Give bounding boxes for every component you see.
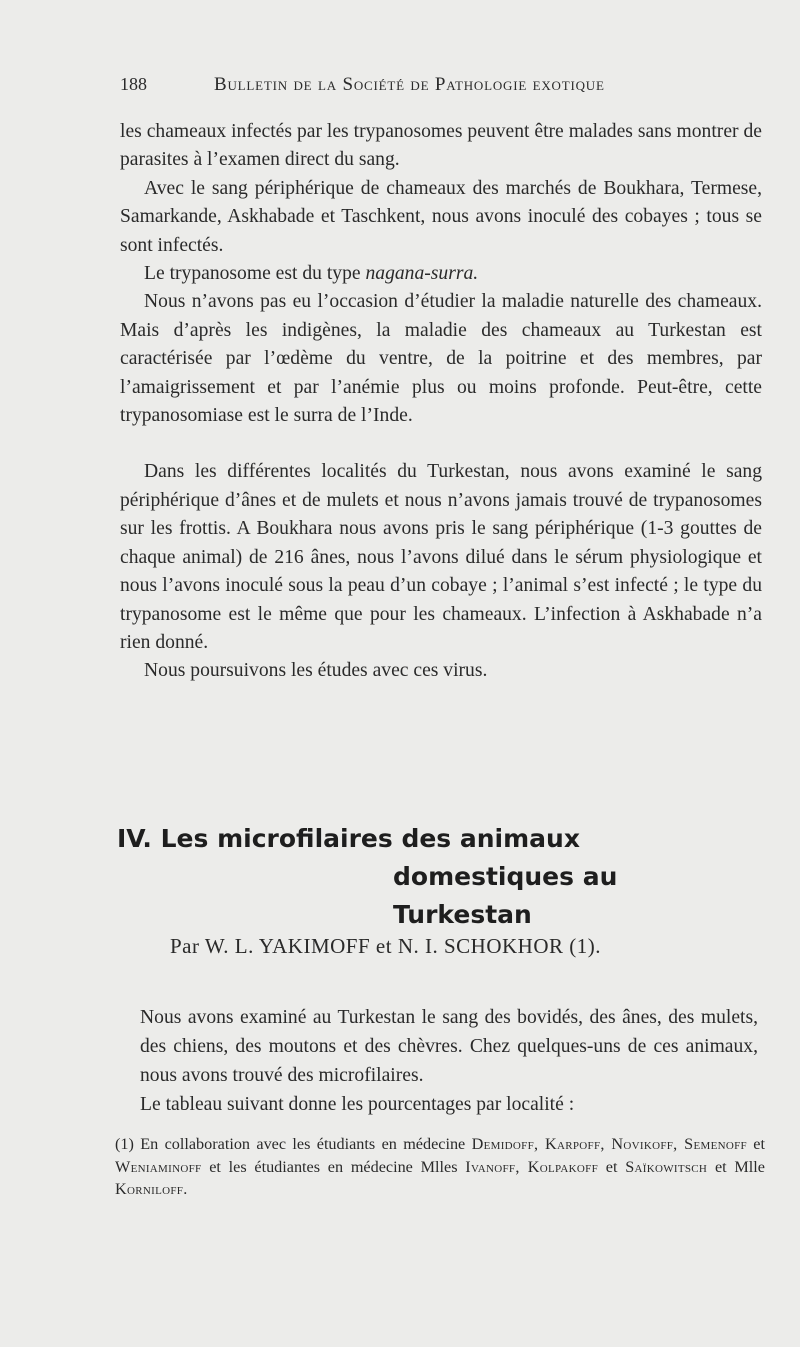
footnote-marker: (1)	[115, 1135, 141, 1153]
paragraph: Nous avons examiné au Turkestan le sang des bovidés, des ânes, des mulets, des chiens, des moutons et des chèvres. Chez quelques-uns de ces animaux, nous avons trouvé des microfilaires.	[140, 1007, 758, 1086]
paragraph: Nous poursuivons les études avec ces virus.	[144, 660, 488, 682]
body-text-top	[120, 118, 762, 686]
footnote-names: Ivanoff, Kolpakoff	[465, 1157, 598, 1176]
paragraph: Nous n’avons pas eu l’occasion d’étudier la maladie naturelle des chameaux. Mais d’après les indigènes, la maladie des chameaux au Turkestan est caractérisée par l’œdème du ventre, de la poitrine et des membres, par l’amaigrissement et par l’anémie plus ou moins profonde. Peut-être, cette trypanosomiase est le surra de l’Inde.	[120, 291, 762, 427]
paragraph: Avec le sang périphérique de chameaux des marchés de Boukhara, Termese, Samarkande, Askhabade et Taschkent, nous avons inoculé des cobayes ; tous se sont infectés.	[120, 177, 762, 256]
footnote-names: Demidoff, Karpoff, Novikoff, Semenoff	[471, 1135, 747, 1153]
footnote-text: .	[183, 1180, 188, 1198]
footnote-names: Weniaminoff	[115, 1157, 202, 1176]
footnote-text: En collaboration avec les étudiants en médecine	[140, 1135, 472, 1153]
footnote-names: Korniloff	[115, 1180, 184, 1198]
paragraph: Dans les différentes localités du Turkestan, nous avons examiné le sang périphérique d’ânes et de mulets et nous n’avons jamais trouvé de trypanosomes sur les frottis. A Boukhara nous avons pris le sang périphérique (1-3 gouttes de chaque animal) de 216 ânes, nous l’avons dilué dans le sérum physiologique et nous l’avons inoculé sous la peau d’un cobaye ; l’animal s’est infecté ; le type du trypanosome est le même que pour les chameaux. L’infection à Askhabade n’a rien donné.	[120, 461, 762, 653]
footnote-text: et	[598, 1157, 626, 1176]
footnote-names: Saïkowitsch	[625, 1157, 708, 1176]
paragraph	[120, 260, 762, 288]
footnote-text: et	[746, 1135, 765, 1153]
section-heading	[117, 820, 737, 934]
italic-term: nagana-surra.	[365, 263, 479, 285]
running-title: Bulletin de la Société de Pathologie exotique	[214, 74, 605, 95]
body-text-bottom	[140, 1003, 758, 1119]
paragraph: les chameaux infectés par les trypanosomes peuvent être malades sans montrer de parasites à l’examen direct du sang.	[120, 121, 762, 171]
footnote	[115, 1133, 765, 1201]
footnote-text: et Mlle	[707, 1157, 765, 1176]
paragraph: Le tableau suivant donne les pourcentages par localité :	[140, 1094, 575, 1115]
page-number: 188	[120, 74, 147, 94]
page-header	[120, 74, 680, 102]
paragraph-text: Le trypanosome est du type	[144, 263, 366, 285]
author-byline: Par W. L. YAKIMOFF et N. I. SCHOKHOR (1).	[170, 934, 601, 958]
section-heading-line1: IV. Les microfilaires des animaux	[117, 824, 580, 853]
footnote-text: et les étudiantes en médecine Mlles	[201, 1157, 466, 1176]
section-heading-line2: domestiques au Turkestan	[393, 862, 618, 929]
